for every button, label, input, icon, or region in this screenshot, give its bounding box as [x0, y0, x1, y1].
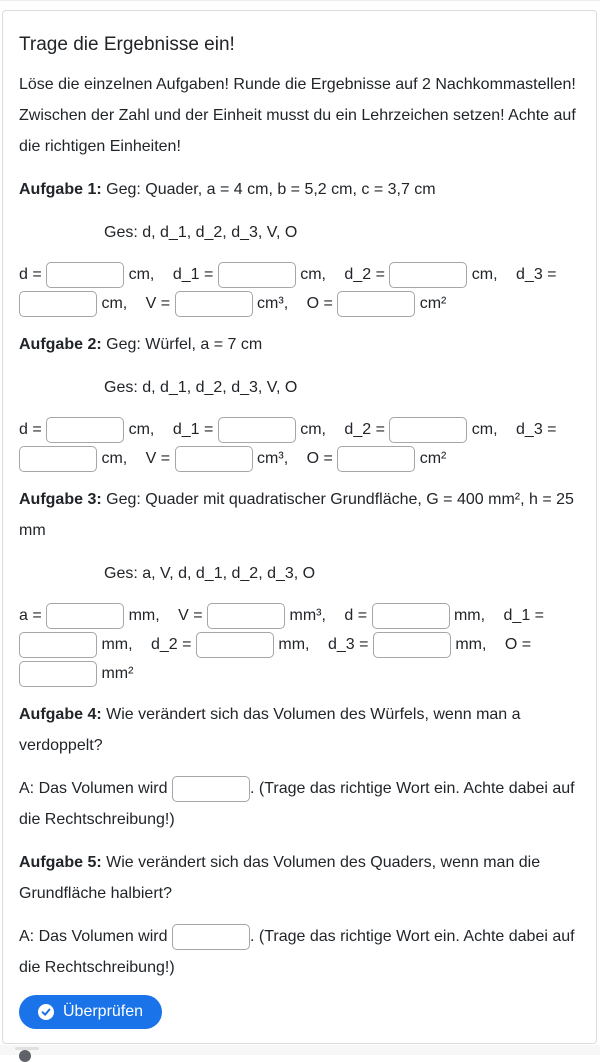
- a1-o-input[interactable]: [337, 291, 415, 317]
- a2-d3-input[interactable]: [19, 446, 97, 472]
- answer-prefix: A: Das Volumen wird: [19, 780, 168, 797]
- partial-icon: [19, 1050, 31, 1062]
- task-1-ges: Ges: d, d_1, d_2, d_3, V, O: [104, 224, 298, 241]
- field-unit: cm,: [467, 266, 498, 283]
- a1-v-input[interactable]: [175, 291, 253, 317]
- field-label: d_3 =: [516, 421, 557, 438]
- a3-a-input[interactable]: [46, 603, 124, 629]
- a1-d3-input[interactable]: [19, 291, 97, 317]
- task-5-label: Aufgabe 5:: [19, 854, 102, 871]
- field-label: d_2 =: [344, 266, 385, 283]
- task-5-question-text: Wie verändert sich das Volumen des Quaders, wenn man die Grundfläche halbiert?: [19, 854, 541, 902]
- field-unit: cm,: [295, 266, 326, 283]
- top-divider: [0, 0, 600, 1]
- field-unit: mm,: [273, 636, 310, 653]
- page-title: Trage die Ergebnisse ein!: [19, 34, 235, 55]
- field-label: d_1 =: [172, 421, 214, 438]
- task-3-fields: [19, 601, 580, 688]
- field-unit: cm³,: [252, 295, 289, 312]
- field-unit: cm,: [124, 266, 155, 283]
- task-3-given: Geg: Quader mit quadratischer Grundfläche, G = 400 mm², h = 25 mm: [19, 491, 574, 539]
- field-label: d_3 =: [516, 266, 557, 283]
- field-unit: mm,: [449, 607, 486, 624]
- a1-d-input[interactable]: [46, 262, 124, 288]
- task-1-heading: [19, 174, 580, 205]
- a3-d2-input[interactable]: [196, 632, 274, 658]
- a2-d2-input[interactable]: [389, 417, 467, 443]
- exercise-card: [2, 10, 597, 1044]
- a2-d-input[interactable]: [46, 417, 124, 443]
- task-1-fields: [19, 260, 580, 318]
- a2-d1-input[interactable]: [218, 417, 296, 443]
- a1-d2-input[interactable]: [389, 262, 467, 288]
- task-2-heading: [19, 329, 580, 360]
- check-circle-icon: [38, 1004, 54, 1020]
- field-label: d =: [19, 421, 42, 438]
- task-2-label: Aufgabe 2:: [19, 336, 102, 353]
- task-2-fields: [19, 415, 580, 473]
- field-label: d_3 =: [327, 636, 369, 653]
- task-4-label: Aufgabe 4:: [19, 706, 102, 723]
- task-2-ges: Ges: d, d_1, d_2, d_3, V, O: [104, 379, 298, 396]
- field-label: d_2 =: [151, 636, 192, 653]
- field-label: O =: [306, 295, 333, 312]
- answer-suffix: . (Trage das richtige Wort ein. Achte dabei auf die Rechtschreibung!): [19, 928, 575, 976]
- field-label: O =: [504, 636, 532, 653]
- task-4-answer-row: [19, 773, 580, 835]
- field-label: d =: [344, 607, 368, 624]
- field-unit: cm,: [295, 421, 326, 438]
- a3-d-input[interactable]: [372, 603, 450, 629]
- intro-text: Löse die einzelnen Aufgaben! Runde die Ergebnisse auf 2 Nachkommastellen! Zwischen der Zahl und der Einheit musst du ein Lehrzeichen setzen! Achte auf die richtigen Einheiten!: [19, 76, 576, 155]
- field-unit: cm,: [124, 421, 155, 438]
- a3-o-input[interactable]: [19, 661, 97, 687]
- field-unit: cm,: [97, 450, 128, 467]
- check-button-label: Überprüfen: [63, 1003, 144, 1020]
- field-unit: mm,: [124, 607, 160, 624]
- answer-prefix: A: Das Volumen wird: [19, 928, 168, 945]
- a3-d3-input[interactable]: [373, 632, 451, 658]
- field-label: d_1 =: [503, 607, 545, 624]
- task-5-answer-row: [19, 921, 580, 983]
- field-unit: cm²: [415, 450, 447, 467]
- field-unit: cm³,: [252, 450, 289, 467]
- answer-suffix: . (Trage das richtige Wort ein. Achte dabei auf die Rechtschreibung!): [19, 780, 575, 828]
- field-label: d_2 =: [344, 421, 385, 438]
- task-4-question: [19, 699, 580, 761]
- task-3-heading: [19, 484, 580, 546]
- check-button[interactable]: [19, 995, 162, 1029]
- task-3-label: Aufgabe 3:: [19, 491, 102, 508]
- task-4-question-text: Wie verändert sich das Volumen des Würfels, wenn man a verdoppelt?: [19, 706, 521, 754]
- task-3-ges: Ges: a, V, d, d_1, d_2, d_3, O: [104, 565, 316, 582]
- a3-v-input[interactable]: [207, 603, 285, 629]
- field-label: V =: [178, 607, 203, 624]
- task-1-label: Aufgabe 1:: [19, 181, 102, 198]
- page-background-strip: [0, 1045, 600, 1055]
- task-5-question: [19, 847, 580, 909]
- a1-d1-input[interactable]: [218, 262, 296, 288]
- field-label: V =: [145, 450, 171, 467]
- field-label: d_1 =: [172, 266, 214, 283]
- field-label: a =: [19, 607, 42, 624]
- a2-v-input[interactable]: [175, 446, 253, 472]
- field-label: d =: [19, 266, 42, 283]
- field-unit: cm,: [467, 421, 498, 438]
- field-label: V =: [145, 295, 171, 312]
- a5-answer-input[interactable]: [172, 924, 250, 950]
- a4-answer-input[interactable]: [172, 776, 250, 802]
- button-row: [19, 995, 580, 1029]
- a2-o-input[interactable]: [337, 446, 415, 472]
- task-1-given: Geg: Quader, a = 4 cm, b = 5,2 cm, c = 3,7 cm: [106, 181, 436, 198]
- field-unit: cm,: [97, 295, 128, 312]
- field-unit: mm³,: [285, 607, 326, 624]
- field-unit: mm,: [97, 636, 133, 653]
- field-unit: cm²: [415, 295, 447, 312]
- task-2-given: Geg: Würfel, a = 7 cm: [106, 336, 263, 353]
- field-label: O =: [306, 450, 333, 467]
- a3-d1-input[interactable]: [19, 632, 97, 658]
- field-unit: mm,: [450, 636, 487, 653]
- field-unit: mm²: [97, 665, 134, 682]
